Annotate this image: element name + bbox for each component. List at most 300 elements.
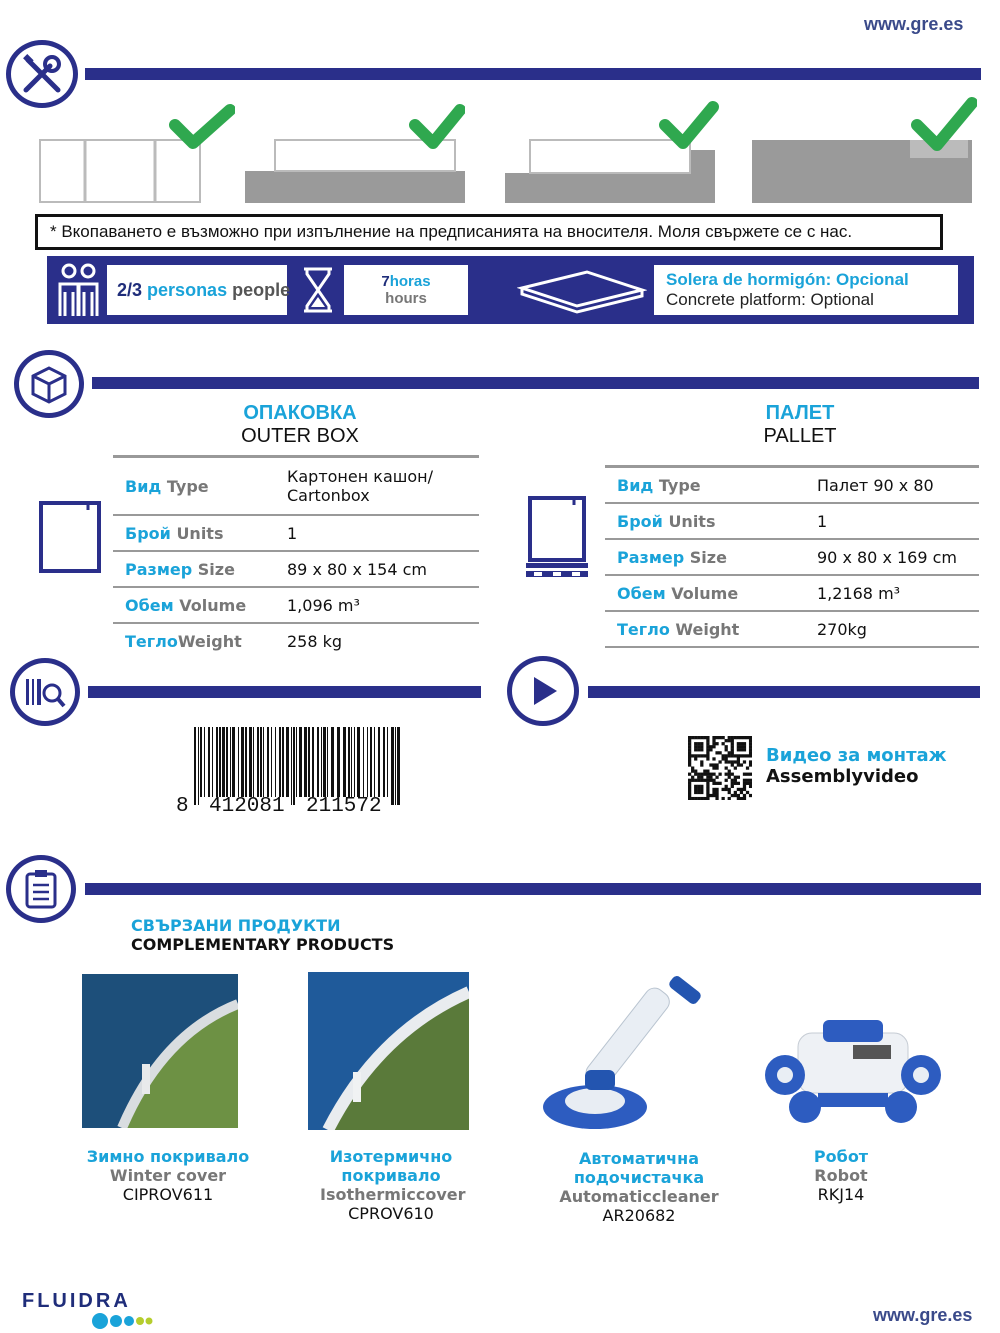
qr-module bbox=[731, 794, 734, 797]
barcode-bar bbox=[321, 727, 322, 797]
qr-module bbox=[694, 791, 697, 794]
automatic-cleaner-image[interactable] bbox=[540, 975, 725, 1135]
qr-module bbox=[737, 788, 740, 791]
qr-module bbox=[694, 757, 697, 760]
qr-module bbox=[734, 779, 737, 782]
qr-module bbox=[743, 748, 746, 751]
barcode-bar bbox=[312, 727, 314, 797]
barcode-bar bbox=[370, 727, 372, 797]
row-label-en: Units bbox=[668, 511, 716, 531]
qr-module bbox=[731, 736, 734, 739]
footer-url[interactable]: www.gre.es bbox=[873, 1305, 973, 1325]
time-en: hours bbox=[385, 290, 427, 307]
qr-module bbox=[737, 742, 740, 745]
barcode-bar bbox=[383, 727, 385, 797]
box-title-bg: ОПАКОВКА bbox=[243, 402, 357, 424]
qr-module bbox=[725, 773, 728, 776]
row-label-en: Weight bbox=[177, 631, 242, 651]
install-info-strip bbox=[47, 256, 974, 324]
barcode-bar bbox=[226, 727, 228, 797]
qr-module bbox=[706, 788, 709, 791]
product-code: AR20682 bbox=[602, 1206, 676, 1225]
barcode-bar bbox=[337, 727, 340, 797]
box-title-en: OUTER BOX bbox=[241, 425, 359, 447]
barcode-bar bbox=[219, 727, 221, 797]
barcode-bar bbox=[387, 727, 388, 797]
barcode-bar bbox=[367, 727, 368, 797]
qr-module bbox=[706, 797, 709, 800]
qr-module bbox=[688, 736, 691, 739]
robot-image[interactable] bbox=[763, 1015, 943, 1125]
qr-module bbox=[740, 791, 743, 794]
qr-module bbox=[694, 773, 697, 776]
qr-module bbox=[688, 763, 691, 766]
qr-module bbox=[706, 748, 709, 751]
qr-module bbox=[746, 791, 749, 794]
qr-module bbox=[715, 766, 718, 769]
product-winter-cover[interactable] bbox=[82, 1147, 254, 1204]
qr-module bbox=[731, 782, 734, 785]
qr-module bbox=[694, 788, 697, 791]
qr-module bbox=[722, 797, 725, 800]
qr-module bbox=[731, 763, 734, 766]
qr-module bbox=[706, 745, 709, 748]
qr-module bbox=[728, 776, 731, 779]
barcode-bar bbox=[286, 727, 289, 797]
brand-name: FLUIDRA bbox=[22, 1290, 131, 1312]
row-label-bg: Брой bbox=[617, 511, 663, 531]
qr-module bbox=[715, 794, 718, 797]
product-code: RKJ14 bbox=[817, 1185, 865, 1204]
box-spec-table bbox=[113, 455, 479, 658]
barcode-bar bbox=[275, 727, 276, 797]
qr-module bbox=[706, 757, 709, 760]
qr-module bbox=[734, 791, 737, 794]
qr-module bbox=[722, 788, 725, 791]
qr-module bbox=[712, 782, 715, 785]
qr-module bbox=[709, 745, 712, 748]
row-label-bg: Брой bbox=[125, 523, 171, 543]
complementary-title bbox=[131, 916, 394, 954]
qr-module bbox=[712, 791, 715, 794]
ean-barcode bbox=[176, 725, 401, 820]
qr-module bbox=[722, 736, 725, 739]
qr-module bbox=[700, 748, 703, 751]
people-icon bbox=[55, 262, 101, 322]
qr-module bbox=[740, 754, 743, 757]
qr-module bbox=[706, 754, 709, 757]
table-row bbox=[113, 551, 479, 587]
barcode-bar bbox=[282, 727, 284, 797]
row-value: 1,096 m³ bbox=[275, 587, 479, 623]
qr-module bbox=[697, 742, 700, 745]
qr-module bbox=[718, 760, 721, 763]
barcode-bar bbox=[271, 727, 272, 797]
qr-module bbox=[688, 739, 691, 742]
above-ground-scene bbox=[35, 95, 235, 205]
barcode-bar bbox=[230, 727, 231, 797]
qr-module bbox=[691, 754, 694, 757]
barcode-bar bbox=[260, 727, 262, 797]
section-divider bbox=[85, 68, 981, 80]
people-box bbox=[107, 265, 291, 315]
barcode-digits-right: 211572 bbox=[306, 795, 382, 818]
product-name-bg: Зимно покривало bbox=[86, 1147, 250, 1166]
barcode-digits-left: 412081 bbox=[209, 795, 285, 818]
row-value: 90 x 80 x 169 cm bbox=[805, 539, 979, 575]
qr-module bbox=[700, 788, 703, 791]
qr-module bbox=[697, 773, 700, 776]
qr-module bbox=[712, 788, 715, 791]
row-label-en: Volume bbox=[179, 595, 247, 615]
qr-module bbox=[740, 748, 743, 751]
barcode-bar bbox=[348, 727, 350, 797]
qr-module bbox=[706, 782, 709, 785]
qr-module bbox=[706, 742, 709, 745]
qr-module bbox=[700, 736, 703, 739]
qr-module bbox=[749, 785, 752, 788]
barcode-bar bbox=[363, 727, 364, 797]
barcode-bar bbox=[354, 727, 355, 797]
qr-module bbox=[749, 754, 752, 757]
qr-module bbox=[712, 779, 715, 782]
qr-module bbox=[743, 779, 746, 782]
time-es: horas bbox=[389, 273, 431, 290]
qr-module bbox=[691, 797, 694, 800]
qr-module bbox=[731, 773, 734, 776]
qr-module bbox=[715, 788, 718, 791]
qr-module bbox=[737, 757, 740, 760]
qr-module bbox=[749, 779, 752, 782]
qr-module bbox=[715, 782, 718, 785]
qr-module bbox=[725, 748, 728, 751]
qr-module bbox=[700, 773, 703, 776]
qr-module bbox=[715, 776, 718, 779]
barcode-bar bbox=[253, 727, 254, 797]
video-label[interactable] bbox=[766, 745, 947, 787]
table-row bbox=[605, 611, 979, 647]
play-icon[interactable] bbox=[507, 656, 579, 726]
qr-module bbox=[718, 773, 721, 776]
qr-module bbox=[749, 794, 752, 797]
qr-module bbox=[709, 773, 712, 776]
qr-module bbox=[734, 766, 737, 769]
qr-module bbox=[700, 745, 703, 748]
row-label-bg: Тегло bbox=[617, 619, 670, 639]
row-label-bg: Тегло bbox=[125, 631, 178, 651]
qr-module bbox=[718, 736, 721, 739]
qr-module bbox=[709, 748, 712, 751]
qr-module bbox=[703, 779, 706, 782]
qr-module bbox=[688, 751, 691, 754]
barcode-bar bbox=[299, 727, 302, 797]
barcode-bar bbox=[378, 727, 380, 797]
qr-module bbox=[688, 779, 691, 782]
barcode-bar bbox=[222, 727, 225, 797]
qr-module bbox=[725, 745, 728, 748]
qr-module bbox=[725, 766, 728, 769]
qr-module bbox=[728, 797, 731, 800]
qr-module bbox=[737, 736, 740, 739]
qr-module bbox=[712, 739, 715, 742]
qr-module bbox=[706, 773, 709, 776]
fluidra-logo[interactable] bbox=[22, 1290, 131, 1313]
barcode-bar bbox=[395, 727, 396, 805]
barcode-bar bbox=[327, 727, 328, 797]
qr-module bbox=[731, 754, 734, 757]
hourglass-icon bbox=[300, 266, 336, 318]
row-value: 1,2168 m³ bbox=[805, 575, 979, 611]
time-num: 7 bbox=[381, 273, 390, 290]
qr-module bbox=[728, 760, 731, 763]
table-row bbox=[113, 587, 479, 623]
section-divider bbox=[88, 686, 481, 698]
barcode-bar bbox=[198, 727, 199, 805]
qr-module bbox=[737, 754, 740, 757]
qr-module bbox=[700, 785, 703, 788]
qr-module bbox=[700, 754, 703, 757]
qr-module bbox=[694, 748, 697, 751]
qr-module bbox=[728, 791, 731, 794]
table-row bbox=[113, 623, 479, 658]
qr-module bbox=[700, 763, 703, 766]
qr-module bbox=[740, 742, 743, 745]
qr-module bbox=[700, 797, 703, 800]
concrete-en: Concrete platform: Optional bbox=[666, 290, 874, 309]
qr-module bbox=[700, 776, 703, 779]
qr-module bbox=[743, 742, 746, 745]
row-label-bg: Размер bbox=[617, 547, 685, 567]
qr-module bbox=[743, 782, 746, 785]
qr-module bbox=[740, 797, 743, 800]
qr-module bbox=[718, 751, 721, 754]
qr-module bbox=[703, 770, 706, 773]
product-name-bg: Робот bbox=[813, 1147, 869, 1166]
qr-module bbox=[722, 754, 725, 757]
qr-module bbox=[722, 742, 725, 745]
qr-module bbox=[737, 745, 740, 748]
barcode-bar bbox=[279, 727, 281, 797]
barcode-bar bbox=[241, 727, 244, 797]
qr-module bbox=[722, 757, 725, 760]
table-row bbox=[605, 503, 979, 539]
qr-module bbox=[749, 773, 752, 776]
qr-module bbox=[706, 794, 709, 797]
row-label-bg: Вид bbox=[125, 476, 162, 496]
product-robot[interactable] bbox=[790, 1147, 892, 1204]
row-value: 258 kg bbox=[287, 631, 343, 651]
row-value: 89 x 80 x 154 cm bbox=[275, 551, 479, 587]
qr-module bbox=[694, 742, 697, 745]
qr-module bbox=[709, 776, 712, 779]
qr-module bbox=[734, 776, 737, 779]
qr-module bbox=[688, 794, 691, 797]
product-name-en: Isothermiccover bbox=[320, 1185, 466, 1204]
qr-module bbox=[694, 736, 697, 739]
qr-module bbox=[700, 779, 703, 782]
qr-module bbox=[743, 760, 746, 763]
barcode-bar bbox=[257, 727, 259, 797]
qr-module bbox=[743, 773, 746, 776]
qr-module bbox=[703, 797, 706, 800]
qr-module bbox=[688, 797, 691, 800]
qr-module bbox=[737, 782, 740, 785]
row-label-bg: Обем bbox=[617, 583, 666, 603]
qr-module bbox=[737, 794, 740, 797]
qr-module bbox=[697, 788, 700, 791]
qr-module bbox=[688, 782, 691, 785]
qr-module bbox=[700, 791, 703, 794]
qr-module bbox=[688, 791, 691, 794]
barcode-bar bbox=[391, 727, 394, 805]
row-value: 270kg bbox=[805, 611, 979, 647]
qr-module bbox=[737, 748, 740, 751]
qr-module bbox=[731, 760, 734, 763]
qr-module bbox=[706, 776, 709, 779]
row-label-en: Type bbox=[166, 476, 209, 496]
qr-module bbox=[737, 776, 740, 779]
product-name-en: Winter cover bbox=[109, 1166, 227, 1185]
semi-buried-scene bbox=[245, 95, 465, 205]
qr-module bbox=[697, 748, 700, 751]
qr-module bbox=[694, 754, 697, 757]
qr-module bbox=[737, 763, 740, 766]
qr-module bbox=[749, 763, 752, 766]
barcode-bar bbox=[331, 727, 334, 797]
pallet-spec-table bbox=[605, 465, 979, 648]
product-code: CPROV610 bbox=[348, 1204, 434, 1223]
qr-module bbox=[746, 766, 749, 769]
qr-module bbox=[688, 788, 691, 791]
row-value: 1 bbox=[275, 515, 479, 551]
qr-module bbox=[715, 791, 718, 794]
barcode-bar bbox=[296, 727, 297, 797]
product-isothermic-cover[interactable] bbox=[320, 1147, 466, 1223]
qr-module bbox=[691, 736, 694, 739]
qr-module bbox=[725, 739, 728, 742]
barcode-bar bbox=[343, 727, 346, 797]
row-value: Картонен кашон/ Cartonbox bbox=[275, 457, 479, 516]
video-label-bg: Видео за монтаж bbox=[766, 745, 947, 766]
qr-module bbox=[718, 782, 721, 785]
qr-module bbox=[706, 791, 709, 794]
qr-module bbox=[706, 751, 709, 754]
qr-module bbox=[712, 773, 715, 776]
barcode-bar bbox=[317, 727, 319, 797]
barcode-bar bbox=[204, 727, 205, 797]
qr-module bbox=[706, 785, 709, 788]
qr-module bbox=[731, 748, 734, 751]
pallet-title-en: PALLET bbox=[763, 425, 837, 447]
time-box bbox=[344, 265, 468, 315]
qr-module bbox=[743, 745, 746, 748]
row-value: Палет 90 x 80 bbox=[805, 467, 979, 504]
qr-module bbox=[731, 742, 734, 745]
qr-module bbox=[746, 754, 749, 757]
qr-module bbox=[688, 745, 691, 748]
qr-module bbox=[712, 745, 715, 748]
qr-module bbox=[697, 754, 700, 757]
qr-module bbox=[728, 770, 731, 773]
qr-module bbox=[694, 797, 697, 800]
barcode-bar bbox=[374, 727, 375, 797]
qr-module bbox=[746, 736, 749, 739]
qr-module bbox=[728, 739, 731, 742]
qr-module bbox=[700, 742, 703, 745]
qr-module bbox=[712, 766, 715, 769]
people-count: 2/3 bbox=[117, 279, 143, 300]
qr-module bbox=[697, 797, 700, 800]
qr-module bbox=[694, 770, 697, 773]
qr-module bbox=[691, 776, 694, 779]
qr-module bbox=[749, 751, 752, 754]
qr-module bbox=[731, 779, 734, 782]
qr-module bbox=[688, 742, 691, 745]
qr-module bbox=[709, 779, 712, 782]
qr-code[interactable] bbox=[688, 736, 752, 800]
qr-module bbox=[746, 782, 749, 785]
qr-module bbox=[697, 785, 700, 788]
header-url[interactable]: www.gre.es bbox=[864, 14, 964, 34]
barcode-search-icon bbox=[10, 658, 80, 726]
product-automatic-cleaner[interactable] bbox=[515, 1149, 763, 1225]
pallet-title bbox=[650, 402, 950, 448]
qr-module bbox=[725, 760, 728, 763]
qr-module bbox=[749, 760, 752, 763]
winter-cover-image[interactable] bbox=[82, 974, 238, 1128]
table-row bbox=[605, 575, 979, 611]
section-divider bbox=[85, 883, 981, 895]
qr-module bbox=[728, 754, 731, 757]
box-title bbox=[150, 402, 450, 448]
product-name-en: Robot bbox=[814, 1166, 868, 1185]
qr-module bbox=[715, 751, 718, 754]
section-divider bbox=[588, 686, 980, 698]
product-name-en: Automaticcleaner bbox=[559, 1187, 719, 1206]
row-label-bg: Вид bbox=[617, 475, 654, 495]
row-label-en: Size bbox=[197, 559, 235, 579]
qr-module bbox=[712, 757, 715, 760]
qr-module bbox=[749, 782, 752, 785]
carton-icon bbox=[38, 500, 102, 578]
in-ground-scene bbox=[752, 95, 977, 205]
qr-module bbox=[703, 754, 706, 757]
qr-module bbox=[740, 745, 743, 748]
qr-module bbox=[731, 745, 734, 748]
qr-module bbox=[712, 763, 715, 766]
qr-module bbox=[688, 748, 691, 751]
qr-module bbox=[709, 794, 712, 797]
barcode-digit-first: 8 bbox=[176, 795, 189, 818]
pallet-icon bbox=[524, 495, 590, 585]
installation-note: * Вкопаването е възможно при изпълнение на предписанията на вносителя. Моля свържете се с нас. bbox=[35, 214, 943, 250]
qr-module bbox=[725, 785, 728, 788]
isothermic-cover-image[interactable] bbox=[308, 972, 469, 1130]
qr-module bbox=[703, 736, 706, 739]
barcode-bar bbox=[267, 727, 269, 797]
product-name-bg: Автоматична подочистачка bbox=[573, 1149, 705, 1187]
slope-scene bbox=[505, 95, 720, 205]
barcode-bar bbox=[212, 727, 213, 797]
concrete-box bbox=[654, 265, 958, 315]
qr-module bbox=[731, 751, 734, 754]
qr-module bbox=[697, 736, 700, 739]
qr-module bbox=[697, 791, 700, 794]
product-name-bg: Изотермично покривало bbox=[329, 1147, 453, 1185]
barcode-bar bbox=[293, 727, 295, 805]
row-label-en: Type bbox=[658, 475, 701, 495]
barcode-bar bbox=[232, 727, 235, 797]
